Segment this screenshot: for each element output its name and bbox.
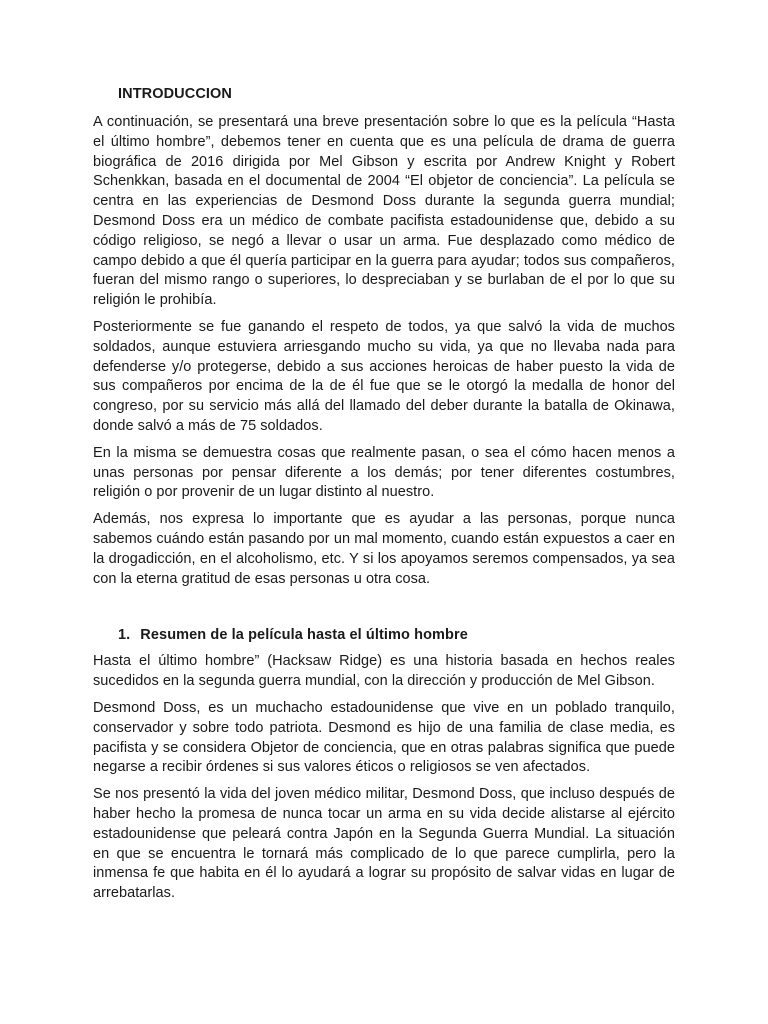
section-1-paragraph-1: Hasta el último hombre” (Hacksaw Ridge) es una historia basada en hechos reales sucedidos en la segunda guerra mundial, con la dirección y producción de Mel Gibson. [93, 653, 675, 690]
intro-paragraph-4: Además, nos expresa lo importante que es ayudar a las personas, porque nunca sabemos cuándo están pasando por un mal momento, cuando están expuestos a caer en la drogadicción, en el alcoholismo, etc. Y si los apoyamos seremos compensados, ya sea con la eterna gratitud de esas personas u otra cosa. [93, 511, 675, 587]
section-1-title: Resumen de la película hasta el último hombre [140, 627, 468, 644]
section-1-paragraph-2: Desmond Doss, es un muchacho estadounidense que vive en un poblado tranquilo, conservador y sobre todo patriota. Desmond es hijo de una familia de clase media, es pacifista y se considera Objetor de conciencia, que en otras palabras significa que puede negarse a recibir órdenes si sus valores éticos o religiosos se ven afectados. [93, 699, 675, 776]
intro-paragraph-3: En la misma se demuestra cosas que realmente pasan, o sea el cómo hacen menos a unas personas por pensar diferente a los demás; por tener diferentes costumbres, religión o por provenir de un lugar distinto al nuestro. [93, 444, 675, 501]
intro-paragraph-2: Posteriormente se fue ganando el respeto de todos, ya que salvó la vida de muchos soldados, aunque estuviera arriesgando mucho su vida, ya que no llevaba nada para defenderse y/o protegerse, debido a sus acciones heroicas de haber puesto la vida de sus compañeros por encima de la de él fue que se le otorgó la medalla de honor del congreso, por su servicio más allá del llamado del deber durante la batalla de Okinawa, donde salvó a más de 75 soldados. [93, 318, 675, 434]
section-1-number: 1. [118, 627, 131, 644]
intro-paragraph-1: A continuación, se presentará una breve presentación sobre lo que es la película “Hasta el último hombre”, debemos tener en cuenta que es una película de drama de guerra biográfica de 2016 dirigida por Mel Gibson y escrita por Andrew Knight y Robert Schenkkan, basada en el documental de 2004 “El objetor de conciencia”. La película se centra en las experiencias de Desmond Doss durante la segunda guerra mundial; Desmond Doss era un médico de combate pacifista estadounidense que, debido a su código religioso, se negó a llevar o usar un arma. Fue desplazado como médico de campo debido a que él quería participar en la guerra para ayudar; todos sus compañeros, fueran del mismo rango o superiores, lo despreciaban y se burlaban de el por lo que su religión le prohibía. [93, 114, 675, 309]
section-1-heading [118, 625, 675, 645]
document-page [93, 84, 675, 911]
section-1-paragraph-3: Se nos presentó la vida del joven médico militar, Desmond Doss, que incluso después de haber hecho la promesa de nunca tocar un arma en su vida decide alistarse al ejército estadounidense que peleará contra Japón en la Segunda Guerra Mundial. La situación en que se encuentra le tornará más complicado de lo que parece cumplirla, pero la inmensa fe que habita en él lo ayudará a lograr su propósito de salvar vidas en lugar de arrebatarlas. [93, 786, 675, 902]
intro-heading: INTRODUCCION [118, 86, 232, 102]
